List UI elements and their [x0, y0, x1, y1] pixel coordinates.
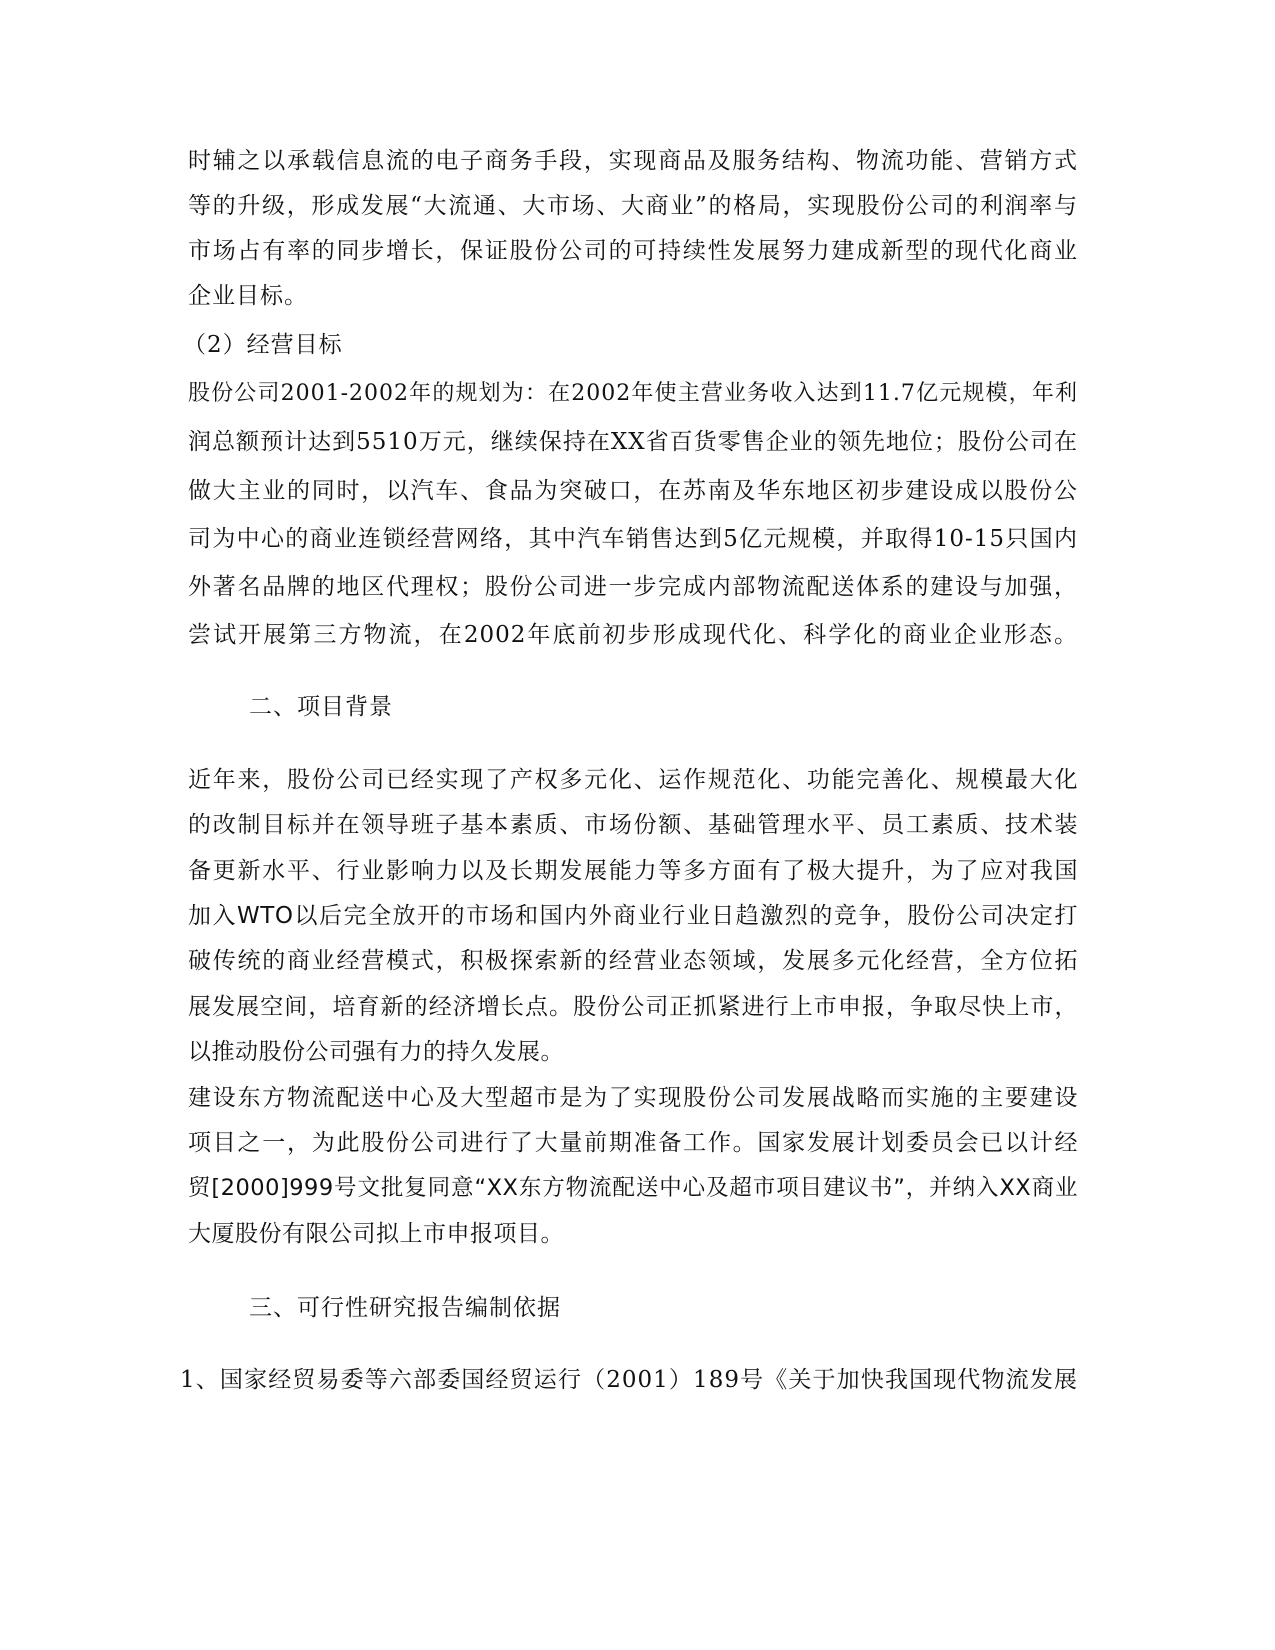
paragraph-line: 等的升级，形成发展“大流通、大市场、大商业”的格局，实现股份公司的利润率与: [188, 193, 1078, 219]
paragraph-line: 企业目标。: [188, 283, 308, 309]
paragraph-line: 近年来，股份公司已经实现了产权多元化、运作规范化、功能完善化、规模最大化: [188, 767, 1078, 793]
subheading: （2）经营目标: [183, 332, 343, 358]
paragraph-line: 展发展空间，培育新的经济增长点。股份公司正抓紧进行上市申报，争取尽快上市，: [188, 994, 1078, 1020]
paragraph-line: 市场占有率的同步增长，保证股份公司的可持续性发展努力建成新型的现代化商业: [188, 238, 1078, 264]
paragraph-line: 外著名品牌的地区代理权；股份公司进一步完成内部物流配送体系的建设与加强，: [188, 574, 1078, 600]
paragraph-line: 贸[2000]999号文批复同意“XX东方物流配送中心及超市项目建议书”，并纳入XX商业: [188, 1175, 1078, 1201]
paragraph-line: 建设东方物流配送中心及大型超市是为了实现股份公司发展战略而实施的主要建设: [188, 1085, 1078, 1111]
paragraph-line: 做大主业的同时，以汽车、食品为突破口，在苏南及华东地区初步建设成以股份公: [188, 478, 1078, 504]
paragraph-line: 股份公司2001-2002年的规划为：在2002年使主营业务收入达到11.7亿元规模，年利: [188, 381, 1078, 406]
paragraph-line: 司为中心的商业连锁经营网络，其中汽车销售达到5亿元规模，并取得10-15只国内: [188, 526, 1078, 552]
list-item: 1、国家经贸易委等六部委国经贸运行（2001）189号《关于加快我国现代物流发展: [180, 1367, 1078, 1393]
paragraph-line: 破传统的商业经营模式，积极探索新的经营业态领域，发展多元化经营，全方位拓: [188, 948, 1078, 974]
paragraph-line: 加入WTO以后完全放开的市场和国内外商业行业日趋激烈的竞争，股份公司决定打: [188, 903, 1078, 929]
section-heading: 二、项目背景: [249, 694, 393, 720]
paragraph-line: 的改制目标并在领导班子基本素质、市场份额、基础管理水平、员工素质、技术装: [188, 812, 1078, 838]
paragraph-line: 润总额预计达到5510万元，继续保持在XX省百货零售企业的领先地位；股份公司在: [188, 429, 1078, 455]
paragraph-line: 时辅之以承载信息流的电子商务手段，实现商品及服务结构、物流功能、营销方式: [188, 148, 1078, 174]
paragraph-line: 尝试开展第三方物流，在2002年底前初步形成现代化、科学化的商业企业形态。: [188, 622, 1078, 648]
paragraph-line: 项目之一，为此股份公司进行了大量前期准备工作。国家发展计划委员会已以计经: [188, 1130, 1078, 1156]
section-heading: 三、可行性研究报告编制依据: [249, 1295, 561, 1321]
paragraph-line: 以推动股份公司强有力的持久发展。: [188, 1039, 564, 1065]
paragraph-line: 大厦股份有限公司拟上市申报项目。: [188, 1221, 564, 1247]
paragraph-line: 备更新水平、行业影响力以及长期发展能力等多方面有了极大提升，为了应对我国: [188, 858, 1078, 884]
